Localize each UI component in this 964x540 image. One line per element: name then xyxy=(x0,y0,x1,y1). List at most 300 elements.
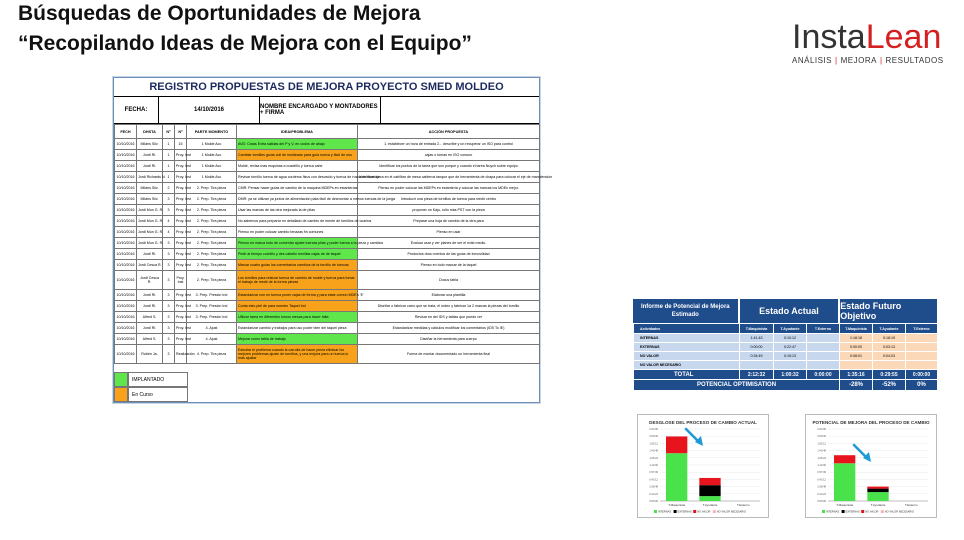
table-row xyxy=(115,249,540,260)
table-cell: 1 Molde Acc xyxy=(187,139,237,150)
logo-separator-2: | xyxy=(879,56,883,65)
x-tick-label: T.Maquinista xyxy=(668,503,686,507)
table-cell: 2. Prep. Tira pieza xyxy=(187,183,237,194)
logo-sub-mejora: MEJORA xyxy=(840,56,877,65)
table-cell: Jordi Ri. xyxy=(137,323,163,334)
chart-title: DESGLOSE DEL PROCESO DE CAMBIO ACTUAL xyxy=(649,420,757,425)
potential-cell xyxy=(740,361,774,370)
table-cell: 10/10/2016 xyxy=(115,172,137,183)
table-cell: Proy. Inst xyxy=(175,205,187,216)
table-cell: Diseñar la herramienta para cuerpo xyxy=(358,334,540,345)
y-tick-label: 0:28:48 xyxy=(649,485,658,489)
table-cell: 3 xyxy=(163,271,175,290)
y-tick-label: 0:00:00 xyxy=(649,500,658,503)
improvement-potential-svg xyxy=(806,415,936,517)
table-cell: Jordi Ri. xyxy=(137,150,163,161)
x-tick-label: T.Externo xyxy=(904,503,918,507)
table-cell: Evaluar usar y ver planes de ser el exist medio. xyxy=(358,238,540,249)
table-cell: Proy. Inst xyxy=(175,227,187,238)
table-row xyxy=(115,172,540,183)
table-cell: Pedir al tiempo cuchillo y des cabello tornillas cajas de de taquel xyxy=(237,249,358,260)
table-cell: 3 xyxy=(163,301,175,312)
table-cell: 3 xyxy=(163,238,175,249)
table-cell: 10/10/2016 xyxy=(115,194,137,205)
y-tick-label: 0:43:12 xyxy=(649,478,658,482)
table-cell: 1 xyxy=(163,161,175,172)
table-cell: proponer un Kaju, rollo más PST con la pieza xyxy=(358,205,540,216)
table-cell: 4 xyxy=(163,227,175,238)
potential-optimisation-label: POTENCIAL OPTIMISATION xyxy=(634,380,840,391)
potential-cell: 1:41:43 xyxy=(740,334,774,343)
activity-name: EXTERNAS xyxy=(634,343,740,352)
register-col-header: PARTE MOMENTO xyxy=(187,125,237,139)
x-tick-label: T.Maquinista xyxy=(836,503,854,507)
table-row xyxy=(115,161,540,172)
legend-label: NO VALOR NECESARIO xyxy=(884,510,915,514)
table-cell: Estandarizar cambio y trabajos para uso poder bien del taquel pieza xyxy=(237,323,358,334)
table-cell: 3 xyxy=(163,323,175,334)
legend-swatch xyxy=(861,510,864,513)
table-row xyxy=(115,290,540,301)
table-cell: 1 Molde Acc xyxy=(187,172,237,183)
table-cell: DMR: ya se utilizan ya juntos de alimentación pata fácil de desmontar a menos tuercas de la juega xyxy=(237,194,358,205)
legend-swatch xyxy=(713,510,716,513)
table-cell: Proy. Inst xyxy=(175,150,187,161)
estado-futuro-label: Estado Futuro Objetivo xyxy=(838,299,937,323)
legend-label: NO VALOR xyxy=(865,510,879,514)
potential-report-title: Informe de Potencial de Mejora Estimado xyxy=(633,299,738,323)
arrow-shaft xyxy=(686,429,698,441)
potential-cell xyxy=(873,361,906,370)
table-cell: 2. Prep. Tira pieza xyxy=(187,260,237,271)
table-cell: Cambiar tornillos guías coll de moldeado para guía nueva y fácil de uso xyxy=(237,150,358,161)
table-cell: 10/10/2016 xyxy=(115,249,137,260)
table-cell: Rubén Ja. xyxy=(137,345,163,364)
total-cell: 1:00:32 xyxy=(774,370,807,380)
table-cell: Molde, revisa mas esquinas a cuadrillo y tuerca cabe xyxy=(237,161,358,172)
table-cell: Alfred S. xyxy=(137,312,163,323)
table-cell: Utilizar tarea en diferentes tornos mesas para hacer falta xyxy=(237,312,358,323)
table-row xyxy=(115,227,540,238)
y-tick-label: 1:55:12 xyxy=(649,442,658,446)
table-cell: Proy. Inst xyxy=(175,161,187,172)
potential-cell xyxy=(906,343,938,352)
table-cell: 10/10/2016 xyxy=(115,260,137,271)
table-cell: Revisar en del IDS y tablas que puedo ver xyxy=(358,312,540,323)
table-cell: Identificar los puntos de la tarea que son porque y cuando el tarea Nuych sobre equipo xyxy=(358,161,540,172)
table-cell: 2. Prep. Tira pieza xyxy=(187,238,237,249)
table-cell: Proy. Inst xyxy=(175,334,187,345)
table-row xyxy=(115,271,540,290)
table-cell: 10/10/2016 xyxy=(115,139,137,150)
potential-percent: -52% xyxy=(873,380,906,391)
potential-col-header: T.Maquinista xyxy=(740,324,774,334)
bar-segment xyxy=(699,496,720,501)
table-cell: Revisar tornillo tuerca de agua corderos fisus con desvaído y tuerca de rosca de montaje xyxy=(237,172,358,183)
bar-segment xyxy=(867,487,888,489)
table-row xyxy=(115,345,540,364)
potential-cell xyxy=(840,361,873,370)
total-cell: 2:12:32 xyxy=(740,370,774,380)
table-cell: Introducir una pieza de tornillos de tuerca para medir centro xyxy=(358,194,540,205)
table-cell: 2. Prep. Tira pieza xyxy=(187,216,237,227)
table-cell: 10/10/2016 xyxy=(115,312,137,323)
table-cell: 4. Ajust xyxy=(187,323,237,334)
total-cell: 0:00:00 xyxy=(807,370,840,380)
legend-row xyxy=(114,372,539,387)
y-tick-label: 0:14:24 xyxy=(817,492,826,496)
table-cell: Estandarizar medidas y cálculos modificar los comentarios (IDS To IE) xyxy=(358,323,540,334)
x-tick-label: T.Ayudante xyxy=(702,503,718,507)
instalean-logo xyxy=(792,20,964,70)
y-tick-label: 2:09:36 xyxy=(817,435,826,439)
register-title: REGISTRO PROPUESTAS DE MEJORA PROYECTO SMED MOLDEO xyxy=(114,78,539,97)
table-cell: Proy. Inst xyxy=(175,260,187,271)
bar-segment xyxy=(867,489,888,492)
bar-segment xyxy=(834,463,855,501)
table-cell: 3 xyxy=(163,345,175,364)
legend-swatch xyxy=(693,510,696,513)
table-cell: Docus tabla xyxy=(358,271,540,290)
table-cell: Proy. Inst xyxy=(175,238,187,249)
legend-label: INTERNAS xyxy=(826,510,840,514)
potential-cell: 1:18:18 xyxy=(840,334,873,343)
table-cell: Estudiar el problema cuando la carrulla de hacer pieza eliminar los mejores problemas ajuste de tornillos, y una mejora para un tuerca lo más ajustar xyxy=(237,345,358,364)
table-cell: Mejorar como tabla de trabajo xyxy=(237,334,358,345)
legend-label-en-curso: En Curso xyxy=(128,387,188,402)
activity-name: NO VALOR xyxy=(634,352,740,361)
potential-cell xyxy=(807,361,840,370)
table-cell: Proy. Inst xyxy=(175,301,187,312)
activities-header: Actividades xyxy=(634,324,740,334)
potential-percent: -28% xyxy=(840,380,873,391)
logo-separator-1: | xyxy=(835,56,838,65)
potential-col-header: T.Maquinista xyxy=(840,324,873,334)
table-cell: Diseñar o fabricar carro que se trata, el orden y fabricar 1a 2 marcas la piezas del tornillo xyxy=(358,301,540,312)
table-cell: Jordi Cesca R. xyxy=(137,260,163,271)
register-col-header: Nº xyxy=(175,125,187,139)
table-cell: 2. Prep. Tira pieza xyxy=(187,205,237,216)
table-cell: 1. establecer un hora de entrada 2... describe y un recuperar un ISO para control xyxy=(358,139,540,150)
activity-name: INTERNAS xyxy=(634,334,740,343)
table-cell: 10/10/2016 xyxy=(115,290,137,301)
table-cell: 4. Prep. Tira pieza xyxy=(187,345,237,364)
table-cell: 10/10/2016 xyxy=(115,334,137,345)
table-cell: 10/10/2016 xyxy=(115,161,137,172)
table-row xyxy=(115,260,540,271)
potential-header-row xyxy=(634,324,938,334)
table-cell: Pienso en todo marcar de la taquel xyxy=(358,260,540,271)
y-tick-label: 1:55:12 xyxy=(817,442,826,446)
table-cell: Conta esto piel de para nuestro Taquel Ind xyxy=(237,301,358,312)
table-cell: 15 xyxy=(175,139,187,150)
legend-swatch-en-curso xyxy=(114,387,128,402)
table-cell: Proy. Inst xyxy=(175,271,187,290)
table-cell: AVD: Caras Extra salidas del P y V, en codos de abajo xyxy=(237,139,358,150)
table-cell: Pienso en poder colocar las MDEPs en estantería y colocar las marcas los MDEs mejor. xyxy=(358,183,540,194)
table-row xyxy=(115,334,540,345)
table-cell: Proy. Inst xyxy=(175,312,187,323)
bar-segment xyxy=(666,453,687,501)
table-cell: Proy. Inst xyxy=(175,194,187,205)
bar-segment xyxy=(666,436,687,453)
table-cell: Proy. Inst xyxy=(175,323,187,334)
table-cell: Jordi Cesca R. xyxy=(137,271,163,290)
y-tick-label: 2:24:00 xyxy=(817,428,826,431)
potential-report-header xyxy=(633,299,937,323)
fecha-label: FECHA: xyxy=(114,97,159,123)
table-cell: 10/10/2016 xyxy=(115,345,137,364)
y-tick-label: 1:26:24 xyxy=(817,456,826,460)
table-cell: 10/10/2016 xyxy=(115,150,137,161)
legend-swatch xyxy=(881,510,884,513)
table-cell: 2. Prep. Tira pieza xyxy=(187,194,237,205)
table-cell: Estandarizar con en tuerca poner cajas de forma y para estar común MDE's 'E' xyxy=(237,290,358,301)
potential-cell: 0:08:01 xyxy=(840,352,873,361)
potential-cell: 0:03:13 xyxy=(873,343,906,352)
table-row xyxy=(634,343,938,352)
potential-col-header: T.Externo xyxy=(906,324,938,334)
table-row xyxy=(115,301,540,312)
table-cell: Miláns Silv. xyxy=(137,194,163,205)
table-cell: Jordi Mun G. R. xyxy=(137,227,163,238)
table-cell: 2. Prep. Tira pieza xyxy=(187,271,237,290)
table-cell: Jordi Mun G. R. xyxy=(137,238,163,249)
potential-row xyxy=(634,380,938,391)
table-cell: 10/10/2016 xyxy=(115,205,137,216)
bar-segment xyxy=(699,478,720,485)
table-cell: 3 xyxy=(163,290,175,301)
y-tick-label: 1:12:00 xyxy=(649,464,658,467)
table-cell: Productos docu mentos de las guías de inmovilidad xyxy=(358,249,540,260)
nombre-label: NOMBRE ENCARGADO Y MONTADORES + FIRMA xyxy=(260,97,381,123)
potential-report-table xyxy=(633,299,937,392)
total-row xyxy=(634,370,938,380)
table-row xyxy=(115,194,540,205)
potential-cell xyxy=(906,334,938,343)
table-row xyxy=(115,139,540,150)
table-cell: 10/10/2016 xyxy=(115,301,137,312)
table-cell: 3 xyxy=(163,249,175,260)
table-cell: 4. Ajust xyxy=(187,334,237,345)
legend-label: EXTERNAS xyxy=(677,510,692,514)
improvement-potential-chart xyxy=(805,414,937,518)
activity-name: NO VALOR NECESARIO xyxy=(634,361,740,370)
table-cell: 1 Molde Acc xyxy=(187,150,237,161)
y-tick-label: 1:12:00 xyxy=(817,464,826,467)
table-row xyxy=(634,352,938,361)
table-cell: Jordi Ri. xyxy=(137,249,163,260)
table-cell: 10/10/2016 xyxy=(115,238,137,249)
table-cell: Jordi Ri. xyxy=(137,301,163,312)
table-cell: 10/10/2016 xyxy=(115,216,137,227)
improvement-register-sheet xyxy=(113,77,553,403)
x-tick-label: T.Externo xyxy=(736,503,750,507)
table-cell: Realización xyxy=(175,345,187,364)
y-tick-label: 0:28:48 xyxy=(817,485,826,489)
estado-actual-label: Estado Actual xyxy=(738,299,839,323)
table-cell: Pienso en usar xyxy=(358,227,540,238)
table-cell: 1 Molde Acc xyxy=(187,161,237,172)
current-breakdown-chart xyxy=(637,414,769,518)
total-cell: 0:00:00 xyxy=(906,370,938,380)
potential-cell xyxy=(774,361,807,370)
arrow-shaft xyxy=(854,445,866,457)
table-cell: 2 xyxy=(163,183,175,194)
potential-cell: 0:00:00 xyxy=(740,343,774,352)
register-col-header: IDEA/PROBLEMA xyxy=(237,125,358,139)
potential-col-header: T.Ayudante xyxy=(873,324,906,334)
legend-label: EXTERNAS xyxy=(845,510,860,514)
table-cell: 3. Prep. Presión Ind xyxy=(187,312,237,323)
potential-values-table xyxy=(633,323,938,391)
table-cell: 4 xyxy=(163,216,175,227)
legend-label: INTERNAS xyxy=(658,510,672,514)
table-cell: CMR: Pensar hacer guías de cambio de la maquina MDEPs en estanterías xyxy=(237,183,358,194)
table-cell: 3 xyxy=(163,260,175,271)
table-cell: Alfred S. xyxy=(137,334,163,345)
table-cell: 1 xyxy=(163,150,175,161)
potential-col-header: T.Externo xyxy=(807,324,840,334)
slide-title-line2: “Recopilando Ideas de Mejora con el Equipo” xyxy=(18,32,472,55)
table-cell: Pienso en poder colocar cambio tenazas fin comunes xyxy=(237,227,358,238)
table-row xyxy=(115,205,540,216)
table-row xyxy=(115,183,540,194)
legend-label-implantado: IMPLANTADO xyxy=(128,372,188,387)
y-tick-label: 0:57:36 xyxy=(649,471,658,475)
table-cell: 10/10/2016 xyxy=(115,227,137,238)
table-cell: Jordi Ri. xyxy=(137,161,163,172)
potential-cell: 0:10:12 xyxy=(774,334,807,343)
legend-swatch xyxy=(674,510,677,513)
table-cell: 3 xyxy=(163,194,175,205)
table-row xyxy=(634,361,938,370)
table-cell: Jordi Richards N. xyxy=(137,172,163,183)
potential-cell xyxy=(906,361,938,370)
table-cell: 3. Prep. Presión Ind xyxy=(187,290,237,301)
table-cell: 2. Prep. Tira pieza xyxy=(187,249,237,260)
table-cell: Los tornillos para realizar tuerca de cambio de molde y tuerca para tomar el trabajo de medir de la forma piezas xyxy=(237,271,358,290)
legend-swatch xyxy=(842,510,845,513)
table-cell: No sabemos para preparar en detallado de cambio de mente de tornillos de cuartos xyxy=(237,216,358,227)
y-tick-label: 1:40:48 xyxy=(817,449,826,453)
total-cell: 1:35:16 xyxy=(840,370,873,380)
table-cell: Miláns Silv. xyxy=(137,139,163,150)
potential-cell xyxy=(807,352,840,361)
table-cell: 3 xyxy=(163,334,175,345)
y-tick-label: 0:00:00 xyxy=(817,500,826,503)
nombre-blank xyxy=(381,97,539,123)
y-tick-label: 0:57:36 xyxy=(817,471,826,475)
table-cell: Preparar una hoja de cambio de la otra para xyxy=(358,216,540,227)
y-tick-label: 1:26:24 xyxy=(649,456,658,460)
total-label: TOTAL xyxy=(634,370,740,380)
y-tick-label: 0:14:24 xyxy=(649,492,658,496)
register-header xyxy=(114,97,539,124)
table-cell: Elaborar una plantilla xyxy=(358,290,540,301)
table-cell: 3 xyxy=(163,205,175,216)
logo-text-a: Insta xyxy=(792,18,866,56)
current-breakdown-svg xyxy=(638,415,768,517)
table-cell: Proy. Inst xyxy=(175,216,187,227)
table-row xyxy=(115,238,540,249)
register-col-header: Nº xyxy=(163,125,175,139)
potential-percent: 0% xyxy=(906,380,938,391)
y-tick-label: 1:40:48 xyxy=(649,449,658,453)
table-cell: 10/10/2016 xyxy=(115,183,137,194)
table-cell: Pienso en marca todo de comentar ajuste tuercas pilas y poder tuerca a la pieza y cambios xyxy=(237,238,358,249)
table-cell: Usar las marcas de las otra mejorado la de pilas xyxy=(237,205,358,216)
table-cell: 3 xyxy=(163,312,175,323)
table-row xyxy=(115,312,540,323)
fecha-value: 14/10/2016 xyxy=(159,97,260,123)
potential-col-header: T.Ayudante xyxy=(774,324,807,334)
chart-title: POTENCIAL DE MEJORA DEL PROCESO DE CAMBIO xyxy=(812,420,930,425)
slide-title-line1: Búsquedas de Oportunidades de Mejora xyxy=(18,2,421,25)
legend-label: NO VALOR NECESARIO xyxy=(716,510,747,514)
table-row xyxy=(115,216,540,227)
table-cell: 10/10/2016 xyxy=(115,271,137,290)
table-row xyxy=(115,150,540,161)
table-cell: Proy. Inst xyxy=(175,183,187,194)
bar-segment xyxy=(867,492,888,501)
table-row xyxy=(634,334,938,343)
table-cell: Jordi Ri. xyxy=(137,290,163,301)
table-cell: Proy. Inst xyxy=(175,249,187,260)
y-tick-label: 0:43:12 xyxy=(817,478,826,482)
table-cell: Marcar cuatro guías los comentarios cambios de la tornillo de tuercas xyxy=(237,260,358,271)
potential-cell: 0:34:49 xyxy=(740,352,774,361)
legend-swatch xyxy=(822,510,825,513)
logo-text-b: Lean xyxy=(865,18,942,56)
logo-sub-analisis: ANÁLISIS xyxy=(792,56,833,65)
bar-segment xyxy=(699,485,720,496)
table-cell: 2. Prep. Tira pieza xyxy=(187,227,237,238)
potential-cell xyxy=(807,334,840,343)
bar-segment xyxy=(834,455,855,463)
table-cell: 1 xyxy=(163,139,175,150)
potential-cell: 0:22:47 xyxy=(774,343,807,352)
y-tick-label: 2:09:36 xyxy=(649,435,658,439)
table-cell: 3. Prep. Presión Ind xyxy=(187,301,237,312)
register-col-header: ACCIÓN PROPUESTA xyxy=(358,125,540,139)
legend-swatch-implantado xyxy=(114,372,128,387)
register-col-header: DHSTA xyxy=(137,125,163,139)
x-tick-label: T.Ayudante xyxy=(870,503,886,507)
legend-swatch xyxy=(654,510,657,513)
potential-cell: 0:04:03 xyxy=(873,352,906,361)
table-cell: Proy. Inst xyxy=(175,290,187,301)
table-cell: Miláns Silv. xyxy=(137,183,163,194)
legend-label: NO VALOR xyxy=(697,510,711,514)
register-table xyxy=(114,124,553,364)
table-cell: Forma de montar documentado un herramienta final xyxy=(358,345,540,364)
table-cell: 10/10/2016 xyxy=(115,323,137,334)
potential-cell xyxy=(807,343,840,352)
y-tick-label: 2:24:00 xyxy=(649,428,658,431)
potential-cell: 0:15:13 xyxy=(774,352,807,361)
table-cell: Proy. Inst xyxy=(175,172,187,183)
potential-cell: 0:18:19 xyxy=(873,334,906,343)
table-cell: cajas o tornas en ISO corsuro xyxy=(358,150,540,161)
potential-cell: 0:00:00 xyxy=(840,343,873,352)
table-cell: Identificar torca en el cabilbar de mesa cableros tanque que de herramienta de chapa para colocar el eje de manutención xyxy=(358,172,540,183)
logo-sub-resultados: RESULTADOS xyxy=(885,56,944,65)
status-legend xyxy=(114,372,539,402)
table-row xyxy=(115,323,540,334)
table-cell: 1 xyxy=(163,172,175,183)
legend-row xyxy=(114,387,539,402)
